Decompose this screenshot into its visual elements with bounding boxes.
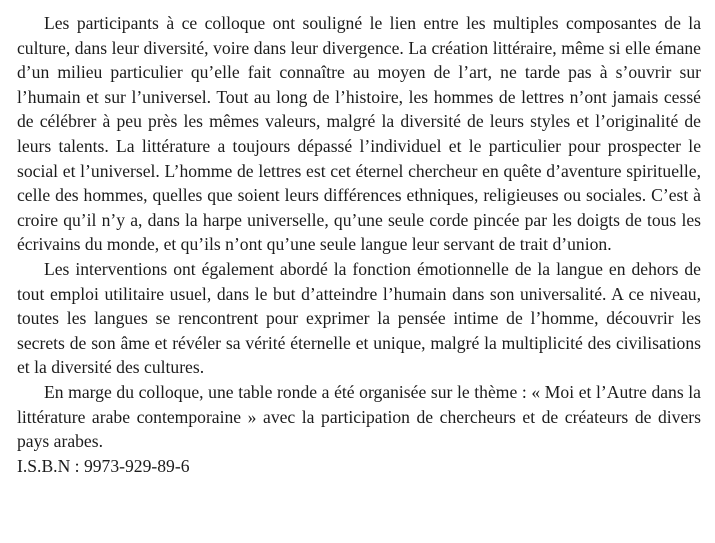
paragraph-colloque-summary: Les participants à ce colloque ont souligné le lien entre les multiples composantes de la culture, dans leur diversité, voire dans leur divergence. La création littéraire, même si elle émane d’un milieu particulier qu’elle fait connaître au moyen de l’art, ne tarde pas à s’ouvrir sur l’humain et sur l’universel. Tout au long de l’histoire, les hommes de lettres n’ont jamais cessé de célébrer à peu près les mêmes valeurs, malgré la diversité de leurs styles et l’originalité de leurs talents. La littérature a toujours dépassé l’individuel et le particulier pour prospecter le social et l’universel. L’homme de lettres est cet éternel chercheur en quête d’aventure spirituelle, celle des hommes, quelles que soient leurs différences ethniques, religieuses ou sociales. C’est à croire qu’il n’y a, dans la harpe universelle, qu’une seule corde pincée par les doigts de tous les écrivains du monde, et qu’ils n’ont qu’une seule langue leur servant de trait d’union. [17, 13, 701, 255]
paragraph-table-ronde: En marge du colloque, une table ronde a été organisée sur le thème : « Moi et l’Autre dans la littérature arabe contemporaine » avec la participation de chercheurs et de créateurs de divers pays arabes. [17, 381, 701, 452]
isbn-line: I.S.B.N : 9973-929-89-6 [17, 455, 190, 476]
paragraph-interventions: Les interventions ont également abordé la fonction émotionnelle de la langue en dehors de tout emploi utilitaire usuel, dans le but d’atteindre l’humain dans son universalité. A ce niveau, toutes les langues se rencontrent pour exprimer la pensée intime de l’homme, découvrir les secrets de son âme et révéler sa vérité éternelle et unique, malgré la multiplicité des civilisations et la diversité des cultures. [17, 258, 701, 378]
